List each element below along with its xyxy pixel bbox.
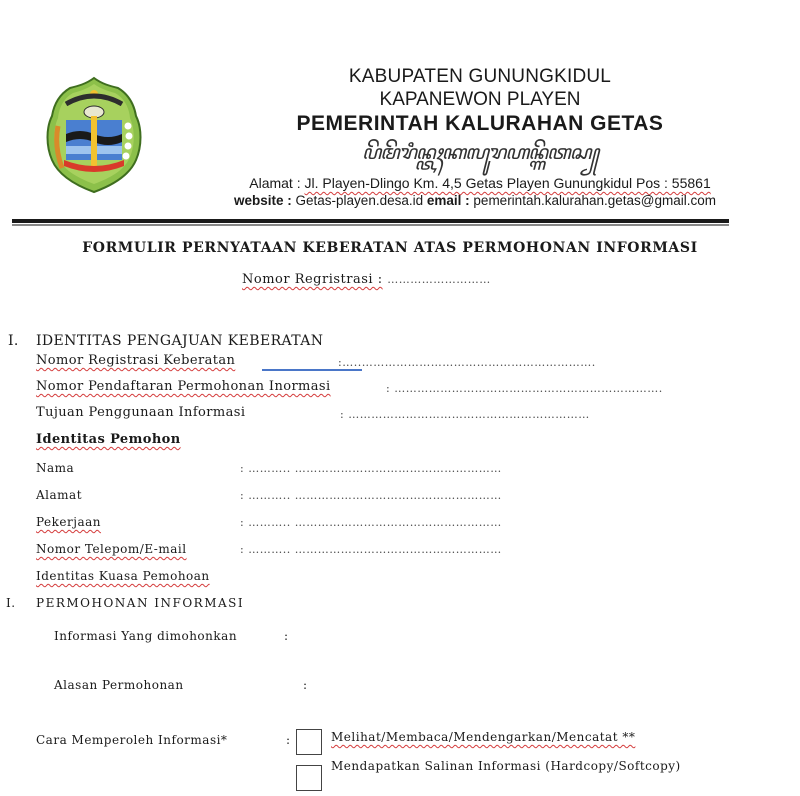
registration-value-field[interactable]: ……………………… xyxy=(387,273,491,286)
request-reason-colon: : xyxy=(303,678,308,692)
option-view-checkbox[interactable] xyxy=(296,729,322,755)
government-name: PEMERINTAH KALURAHAN GETAS xyxy=(296,112,664,135)
coat-of-arms-icon xyxy=(44,76,144,194)
regency-logo xyxy=(44,76,144,194)
registration-label: Nomor Regristrasi : xyxy=(242,272,383,287)
info-purpose-label xyxy=(36,405,245,420)
phone-email-field[interactable]: : ……….. ……………………………………………… xyxy=(240,543,502,556)
javanese-script-name: ꦥꦼꦩꦼꦫꦶꦤ꧀ꦠꦃꦏꦭꦸꦫꦲꦤ꧀ꦒꦼꦠꦱ꧀ xyxy=(361,140,599,164)
address-value: Jl. Playen-Dlingo Km. 4,5 Getas Playen Gunungkidul Pos : 55861 xyxy=(304,175,711,191)
section1-heading: IDENTITAS PENGAJUAN KEBERATAN xyxy=(36,333,324,349)
option-copy-checkbox[interactable] xyxy=(296,765,322,791)
occupation-field[interactable]: : ……….. ……………………………………………… xyxy=(240,516,502,529)
requested-info-colon: : xyxy=(284,629,289,643)
option-copy-label: Mendapatkan Salinan Informasi (Hardcopy/Softcopy) xyxy=(331,759,681,773)
objection-registration-label: Nomor Registrasi Keberatan xyxy=(36,353,236,368)
address-line: Alamat : Jl. Playen-Dlingo Km. 4,5 Getas Playen Gunungkidul Pos : 55861 xyxy=(249,175,711,191)
phone-email-label: Nomor Telepom/E-mail xyxy=(36,542,187,556)
form-title: FORMULIR PERNYATAAN KEBERATAN ATAS PERMOHONAN INFORMASI xyxy=(82,240,698,256)
section1-number: I. xyxy=(8,333,19,349)
grammar-underline xyxy=(262,369,362,371)
request-registration-label: Nomor Pendaftaran Permohonan Inormasi xyxy=(36,379,331,394)
contact-line xyxy=(195,193,755,208)
objection-registration-field[interactable]: :…..……………………………………………………. xyxy=(338,356,596,369)
website-label: website : xyxy=(234,193,292,208)
applicant-identity-heading: Identitas Pemohon xyxy=(36,432,181,447)
letterhead-divider-thick xyxy=(12,219,729,223)
info-purpose-field[interactable]: : ……………………………………………………… xyxy=(340,408,590,421)
email-label: email : xyxy=(426,193,470,208)
proxy-identity-heading: Identitas Kuasa Pemohoan xyxy=(36,569,210,583)
address-label: Alamat xyxy=(249,175,293,191)
acquisition-method-colon: : xyxy=(286,733,291,747)
district-name: KAPANEWON PLAYEN xyxy=(379,89,581,110)
request-registration-field[interactable]: : ……………………………………………………………. xyxy=(386,382,663,395)
name-label: Nama xyxy=(36,461,75,475)
email-link[interactable]: pemerintah.kalurahan.getas@gmail.com xyxy=(473,193,716,208)
requested-info-label: Informasi Yang dimohonkan xyxy=(54,629,238,643)
address-field[interactable]: : ……….. ……………………………………………… xyxy=(240,489,502,502)
letterhead-divider-thin xyxy=(12,224,729,226)
info-purpose-text: Tujuan Penggunaan Informasi xyxy=(36,405,246,420)
registration-number xyxy=(242,272,491,287)
acquisition-method-label: Cara Memperoleh Informasi* xyxy=(36,733,228,747)
section2-number: I. xyxy=(6,596,16,610)
address-label-field: Alamat xyxy=(36,488,83,502)
occupation-label: Pekerjaan xyxy=(36,515,102,529)
website-link[interactable]: Getas-playen.desa.id xyxy=(295,193,424,208)
request-reason-label: Alasan Permohonan xyxy=(54,678,184,692)
option-view-label: Melihat/Membaca/Mendengarkan/Mencatat ** xyxy=(331,730,636,744)
section2-heading: PERMOHONAN INFORMASI xyxy=(36,596,245,610)
regency-name: KABUPATEN GUNUNGKIDUL xyxy=(348,66,612,87)
name-field[interactable]: : ……….. ……………………………………………… xyxy=(240,462,502,475)
